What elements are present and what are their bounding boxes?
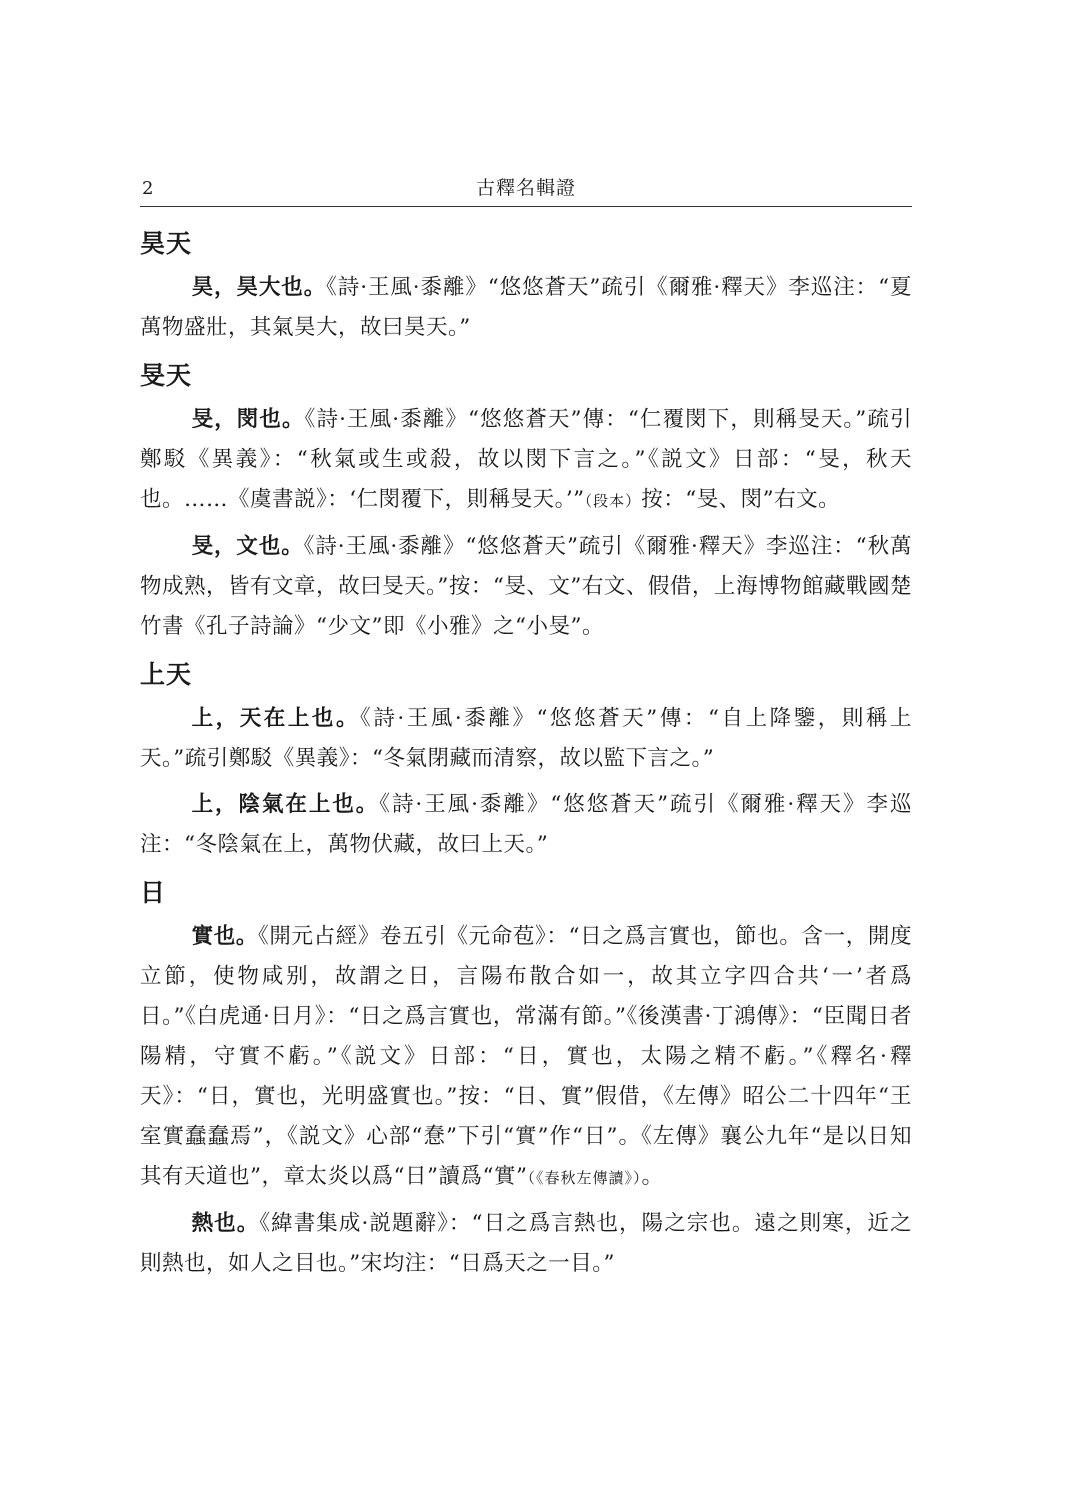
gloss-lemma: 熱也。 — [191, 1211, 260, 1236]
page-number: 2 — [142, 178, 154, 199]
gloss-paragraph — [140, 400, 912, 521]
gloss-lemma: 上，天在上也。 — [191, 706, 361, 731]
entry-mintian — [140, 354, 912, 647]
gloss-lemma: 昊，昊大也。 — [191, 275, 327, 300]
entry-ri — [140, 871, 912, 1284]
gloss-text: 《詩·王風·黍離》“悠悠蒼天”傳：“自上降鑒，則稱上天。”疏引鄭駁《異義》：“冬氣閉藏而清察，故以監下言之。” — [140, 706, 912, 771]
gloss-paragraph — [140, 699, 912, 779]
gloss-text-after: 按：“旻、閔”右文。 — [641, 487, 841, 512]
page-header — [140, 176, 912, 207]
gloss-text-after: 。 — [641, 1164, 664, 1189]
entry-shangtian — [140, 653, 912, 865]
page-body — [140, 222, 912, 1290]
entry-heading: 日 — [140, 878, 167, 907]
gloss-paragraph — [140, 268, 912, 348]
gloss-text: 《緯書集成·説題辭》：“日之爲言熱也，陽之宗也。遠之則寒，近之則熱也，如人之目也。”宋均注：“日爲天之一目。” — [140, 1211, 912, 1276]
gloss-paragraph — [140, 1204, 912, 1284]
gloss-paragraph — [140, 527, 912, 647]
gloss-lemma: 上，陰氣在上也。 — [191, 792, 380, 817]
gloss-paragraph — [140, 785, 912, 865]
gloss-text: 《詩·王風·黍離》“悠悠蒼天”疏引《爾雅·釋天》李巡注：“秋萬物成熟，皆有文章，故曰旻天。”按：“旻、文”右文、假借，上海博物館藏戰國楚竹書《孔子詩論》“少文”即《小雅》之“小旻”。 — [140, 534, 912, 639]
entry-heading: 上天 — [140, 660, 193, 689]
gloss-lemma: 旻，閔也。 — [191, 407, 305, 432]
gloss-lemma: 旻，文也。 — [191, 534, 304, 559]
entry-haotian — [140, 222, 912, 348]
gloss-text: 《詩·王風·黍離》“悠悠蒼天”疏引《爾雅·釋天》李巡注：“夏萬物盛壯，其氣昊大，故曰昊天。” — [140, 275, 912, 340]
source-note: （《春秋左傳讀》） — [527, 1169, 642, 1187]
gloss-paragraph — [140, 917, 912, 1198]
gloss-text: 《詩·王風·黍離》“悠悠蒼天”傳：“仁覆閔下，則稱旻天。”疏引鄭駁《異義》：“秋氣或生或殺，故以閔下言之。”《説文》日部：“旻，秋天也。……《虞書説》：‘仁閔覆下，則稱旻天。’” — [140, 407, 912, 512]
gloss-text: 《開元占經》卷五引《元命苞》：“日之爲言實也，節也。含一，開度立節，使物咸别，故謂之日，言陽布散合如一，故其立字四合共‘一’者爲日。”《白虎通·日月》：“日之爲言實也，常滿有節。”《後漢書·丁鴻傳》：“臣聞日者陽精，守實不虧。”《説文》日部：“日，實也，太陽之精不虧。”《釋名·釋天》：“日，實也，光明盛實也。”按：“日、實”假借，《左傳》昭公二十四年“王室實蠢蠢焉”，《説文》心部“惷”下引“實”作“日”。《左傳》襄公九年“是以日知其有天道也”，章太炎以爲“日”讀爲“實” — [140, 924, 912, 1189]
gloss-lemma: 實也。 — [191, 924, 258, 949]
entry-heading: 旻天 — [140, 361, 193, 390]
running-title: 古釋名輯證 — [475, 177, 576, 199]
entry-heading: 昊天 — [140, 229, 193, 258]
gloss-text: 《詩·王風·黍離》“悠悠蒼天”疏引《爾雅·釋天》李巡注：“冬陰氣在上，萬物伏藏，故曰上天。” — [140, 792, 912, 857]
source-note: （段本） — [584, 492, 642, 510]
